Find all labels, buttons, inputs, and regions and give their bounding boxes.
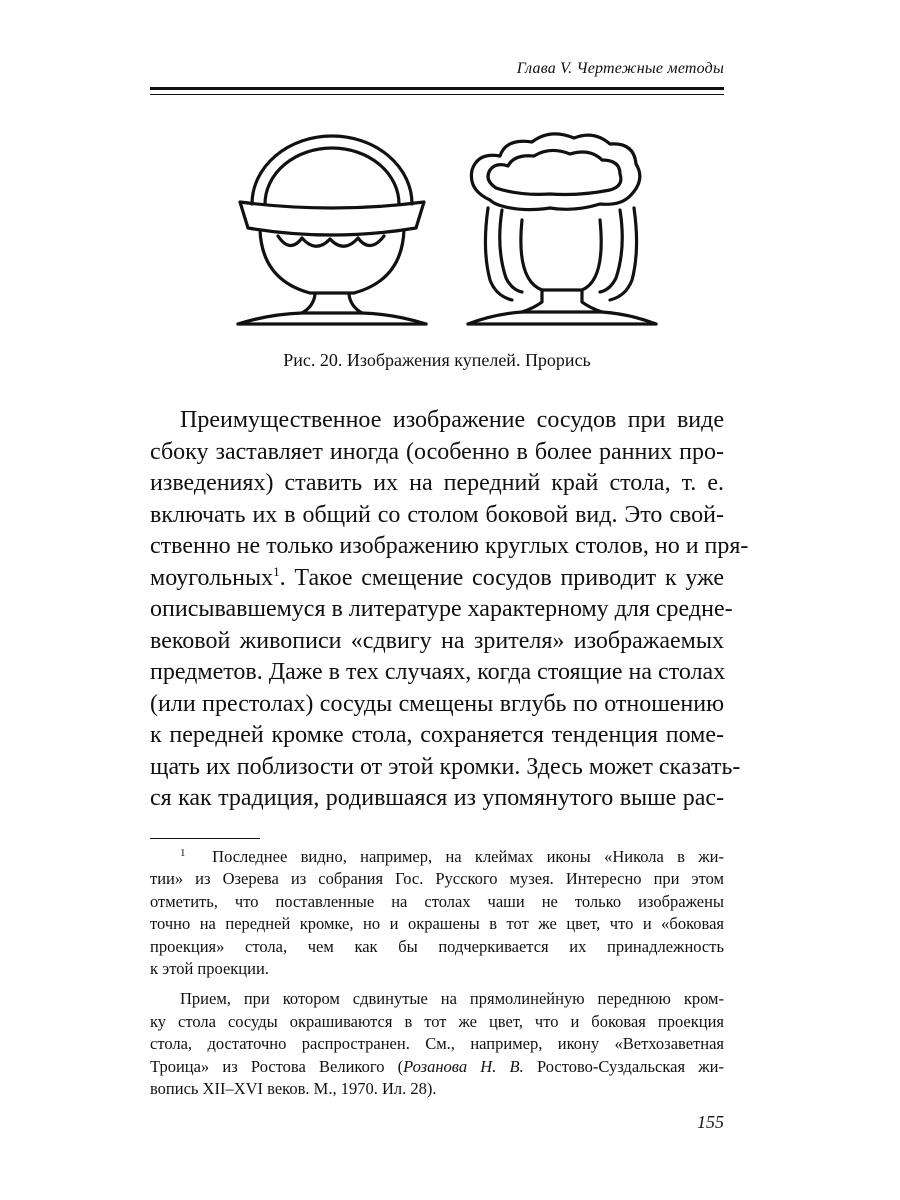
body-line-part: моугольных: [150, 564, 274, 591]
footnote-line: ку стола сосуды окрашиваются в тот же цвет, что и боковая проекция: [150, 1011, 724, 1031]
footnote-line: проекция» стола, чем как бы подчеркивается их принадлежность: [150, 936, 724, 956]
header-rule-thin: [150, 94, 724, 95]
footnote-paragraph-2: [150, 988, 724, 1100]
body-line: к передней кромке стола, сохраняется тенденция поме-: [150, 722, 724, 748]
header-rule-thick: [150, 87, 724, 90]
footnote-ref[interactable]: 1: [273, 563, 280, 579]
font-baptismal-bowl-drawing: [238, 136, 426, 324]
figure-20: [150, 130, 724, 330]
footnotes: [150, 846, 724, 1100]
font-baptismal-cloud-lid-drawing: [468, 134, 656, 324]
footnote-line: точно на передней кромке, но и окрашены в тот же цвет, что и «боковая: [150, 914, 724, 934]
page-number: 155: [697, 1112, 724, 1132]
author-citation: Розанова Н. В.: [403, 1056, 524, 1076]
body-line: щать их поблизости от этой кромки. Здесь может сказать-: [150, 753, 741, 780]
body-line-part: Такое смещение сосудов приводит к уже: [294, 564, 725, 591]
footnote-line: отметить, что поставленные на столах чаши не только изображены: [150, 891, 724, 911]
body-line: предметов. Даже в тех случаях, когда стоящие на столах: [150, 659, 726, 685]
footnote-line: [150, 1056, 724, 1078]
footnote-marker: 1: [180, 847, 186, 859]
footnote-line: [150, 846, 724, 868]
body-line: ся как традиция, родившаяся из упомянутого выше рас-: [150, 785, 724, 811]
body-line: описывавшемуся в литературе характерному для средне-: [150, 596, 733, 622]
footnote-separator: [150, 838, 260, 839]
footnote-line: тии» из Озерева из собрания Гос. Русского музея. Интересно при этом: [150, 869, 724, 889]
body-line: (или престолах) сосуды смещены вглубь по отношению: [150, 690, 724, 717]
body-line: включать их в общий со столом боковой вид. Это свой-: [150, 501, 724, 528]
body-line: Преимущественное изображение сосудов при виде: [180, 407, 724, 433]
running-head: Глава V. Чертежные методы: [516, 60, 724, 77]
footnote-line: Прием, при котором сдвинутые на прямолинейную переднюю кром-: [180, 989, 724, 1009]
footnote-line: к этой проекции.: [150, 958, 269, 978]
footnote-text: Последнее видно, например, на клеймах иконы «Никола в жи-: [212, 847, 725, 866]
body-line: вековой живописи «сдвигу на зрителя» изображаемых: [150, 627, 724, 654]
footnote-line: стола, достаточно распространен. См., например, икону «Ветхозаветная: [150, 1034, 724, 1054]
body-line: изведениях) ставить их на передний край стола, т. е.: [150, 470, 724, 496]
footnote-line: вопись XII–XVI веков. М., 1970. Ил. 28).: [150, 1078, 437, 1098]
body-line-with-footnote: моугольных$^1$. Такое смещение сосудов приводит к уже: [150, 563, 725, 591]
main-paragraph: [150, 405, 749, 815]
body-line: ственно не только изображению круглых столов, но и пря-: [150, 533, 749, 559]
footnote-text: Ростово-Суздальская жи-: [523, 1056, 724, 1076]
book-page: [150, 0, 749, 1200]
footnote-text: Троица» из Ростова Великого (: [150, 1056, 404, 1076]
figure-20-drawing: [150, 130, 724, 330]
figure-caption: Рис. 20. Изображения купелей. Прорись: [283, 350, 591, 370]
body-line: сбоку заставляет иногда (особенно в более ранних про-: [150, 438, 724, 465]
